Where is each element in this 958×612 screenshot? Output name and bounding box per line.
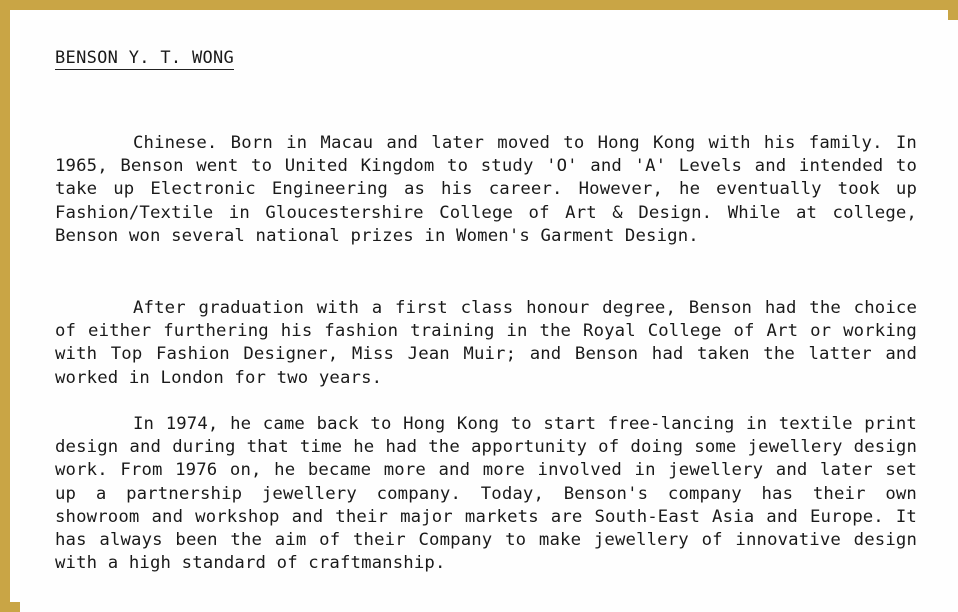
paragraph-education: After graduation with a first class honour degree, Benson had the choice of either furthering his fashion training in the Royal College of Art or working with Top Fashion Designer, Miss Jean Muir; and Benson had taken the latter and worked in London for two years.	[55, 298, 917, 388]
page-title: BENSON Y. T. WONG	[55, 48, 235, 68]
paragraph-background: Chinese. Born in Macau and later moved to Hong Kong with his family. In 1965, Benson went to United Kingdom to study 'O' and 'A' Levels and intended to take up Electronic Engineering as his career. However, he eventually took up Fashion/Textile in Gloucestershire College of Art & Design. While at college, Benson won several national prizes in Women's Garment Design.	[55, 133, 917, 246]
typed-page	[20, 20, 958, 612]
paragraph-career: In 1974, he came back to Hong Kong to start free-lancing in textile print design and during that time he had the apportunity of doing some jewellery design work. From 1976 on, he became more and more involved in jewellery and later set up a partnership jewellery company. Today, Benson's company has their own showroom and workshop and their major markets are South-East Asia and Europe. It has always been the aim of their Company to make jewellery of innovative design with a high standard of craftmanship.	[55, 414, 917, 574]
